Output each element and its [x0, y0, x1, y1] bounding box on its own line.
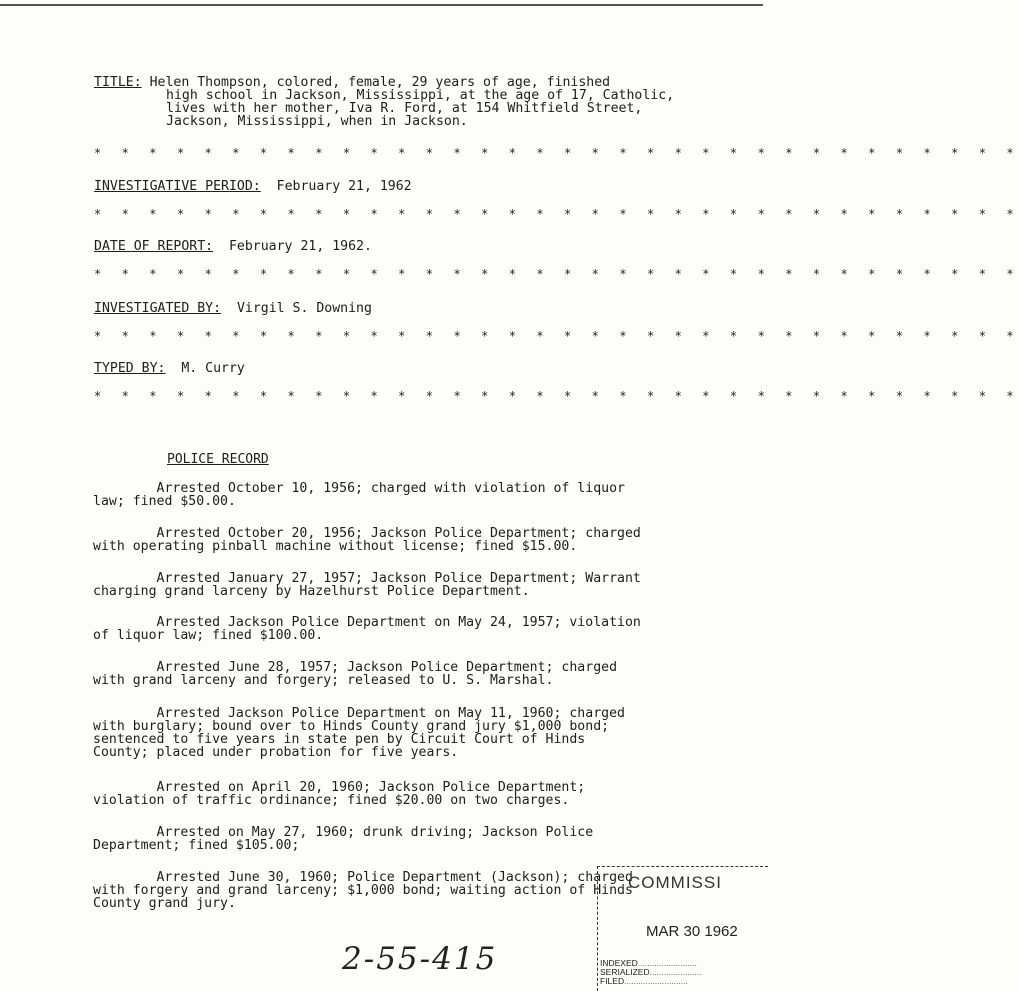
- separator-stars: * * * * * * * * * * * * * * * * * * * * * * * * * * * * * * * * * *: [94, 267, 1020, 281]
- record-entry: Arrested Jackson Police Department on May 24, 1957; violation of liquor law; fined $100.00.: [93, 615, 641, 643]
- police-record-heading: POLICE RECORD: [167, 452, 269, 467]
- stamp-index-lines: INDEXED......................... SERIALIZED...................... FILED...........................: [600, 958, 702, 986]
- received-stamp: [597, 866, 768, 991]
- investigative-period-row: [94, 180, 412, 193]
- page-top-edge-line: [0, 4, 763, 6]
- record-entry: Arrested Jackson Police Department on May 11, 1960; charged with burglary; bound over to Hinds County grand jury $1,000 bond; sentenced to five years in state pen by Circuit Court of Hinds County; placed under probation for five years.: [93, 706, 625, 760]
- record-entry: Arrested October 20, 1956; Jackson Police Department; charged with operating pinball machine without license; fined $15.00.: [93, 526, 641, 554]
- record-entry: Arrested on April 20, 1960; Jackson Police Department; violation of traffic ordinance; fined $20.00 on two charges.: [93, 780, 586, 808]
- date-of-report-row: [94, 240, 372, 253]
- separator-stars: * * * * * * * * * * * * * * * * * * * * * * * * * * * * * * * * * *: [94, 389, 1020, 403]
- typed-by-row: [94, 362, 245, 375]
- investigated-by-value: Virgil S. Downing: [236, 301, 372, 316]
- record-entry: Arrested January 27, 1957; Jackson Police Department; Warrant charging grand larceny by Hazelhurst Police Department.: [93, 571, 641, 599]
- handwritten-file-number: 2-55-415: [342, 941, 498, 977]
- title-line-3: lives with her mother, Iva R. Ford, at 154 Whitfield Street,: [166, 101, 643, 116]
- record-entry: Arrested on May 27, 1960; drunk driving; Jackson Police Department; fined $105.00;: [93, 825, 594, 853]
- separator-stars: * * * * * * * * * * * * * * * * * * * * * * * * * * * * * * * * * *: [94, 207, 1020, 221]
- investigated-by-row: [94, 302, 372, 315]
- stamp-date: MAR 30 1962: [646, 923, 738, 940]
- separator-stars: * * * * * * * * * * * * * * * * * * * * * * * * * * * * * * * * * *: [94, 329, 1020, 343]
- date-of-report-label: DATE OF REPORT:: [94, 239, 214, 254]
- title-line-1: Helen Thompson, colored, female, 29 years of age, finished: [149, 75, 611, 90]
- separator-stars: * * * * * * * * * * * * * * * * * * * * * * * * * * * * * * * * * *: [94, 146, 1020, 160]
- investigative-period-label: INVESTIGATIVE PERIOD:: [94, 179, 261, 194]
- stamp-filed: FILED: [600, 976, 625, 986]
- stamp-agency: COMMISSI: [628, 873, 722, 892]
- record-entry: Arrested October 10, 1956; charged with violation of liquor law; fined $50.00.: [93, 481, 625, 509]
- typed-by-label: TYPED BY:: [94, 361, 166, 376]
- title-label: TITLE:: [94, 75, 142, 90]
- investigative-period-value: February 21, 1962: [276, 179, 412, 194]
- stamp-indexed: INDEXED: [600, 958, 638, 968]
- title-line-4: Jackson, Mississippi, when in Jackson.: [166, 114, 468, 129]
- stamp-serialized: SERIALIZED: [600, 967, 650, 977]
- investigated-by-label: INVESTIGATED BY:: [94, 301, 222, 316]
- title-line-2: high school in Jackson, Mississippi, at the age of 17, Catholic,: [166, 88, 675, 103]
- date-of-report-value: February 21, 1962.: [228, 239, 372, 254]
- typed-by-value: M. Curry: [181, 361, 245, 376]
- record-entry: Arrested June 28, 1957; Jackson Police Department; charged with grand larceny and forgery; released to U. S. Marshal.: [93, 660, 618, 688]
- record-entry: Arrested June 30, 1960; Police Department (Jackson); charged with forgery and grand larceny; $1,000 bond; waiting action of Hinds County grand jury.: [93, 870, 633, 911]
